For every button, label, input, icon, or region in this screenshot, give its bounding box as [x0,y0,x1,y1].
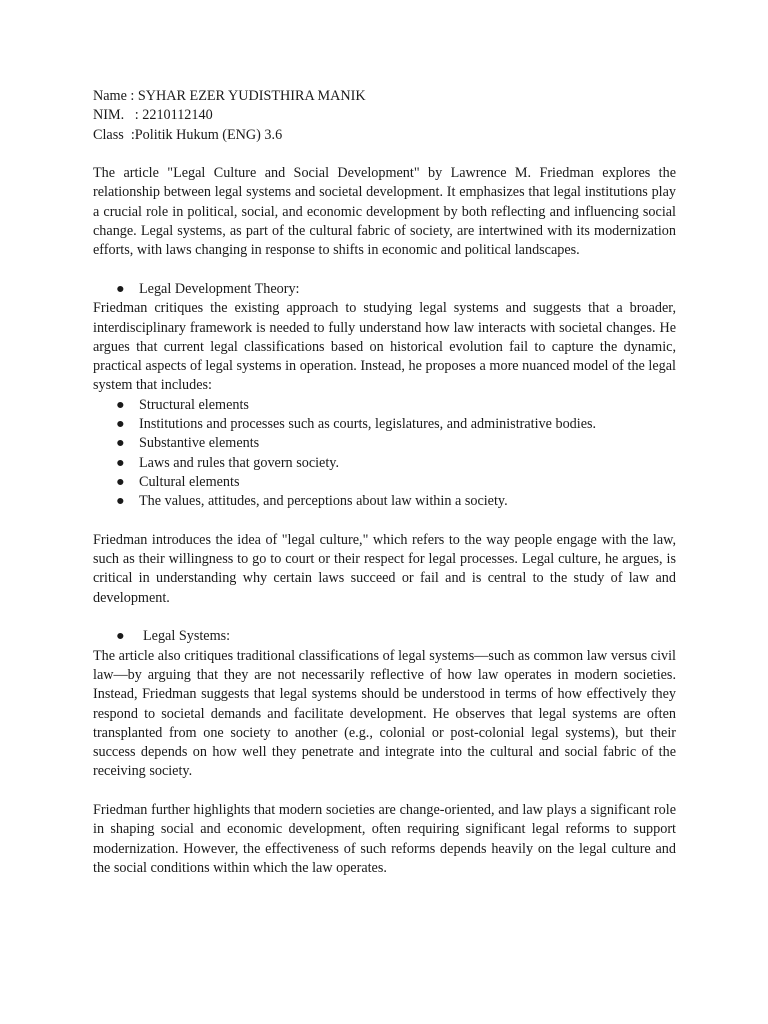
closing-paragraph: Friedman further highlights that modern societies are change-oriented, and law plays a significant role in shaping social and economic development, often requiring significant legal reforms to support modernization. However, the effectiveness of such reforms depends heavily on the legal culture and the social conditions within which the law operates. [93,801,676,876]
section-heading-legal-development-theory [93,280,676,299]
list-item [93,434,676,453]
bullet-icon: ● [116,493,125,510]
list-item [93,454,676,473]
name-line: Name : SYHAR EZER YUDISTHIRA MANIK [93,88,366,104]
spacer [93,512,676,531]
class-line: Class :Politik Hukum (ENG) 3.6 [93,126,283,143]
legal-development-paragraph: Friedman critiques the existing approach to studying legal systems and suggests that a broader, interdisciplinary framework is needed to fully understand how law interacts with societal changes. He argues that current legal classifications based on historical evolution fail to capture the dynamic, practical aspects of legal systems in operation. Instead, he proposes a more nuanced model of the legal system that includes: [93,300,676,394]
legal-systems-paragraph: The article also critiques traditional classifications of legal systems—such as common law versus civil law—by arguing that they are not necessarily reflective of how law operates in modern societies. Instead, Friedman suggests that legal systems should be understood in terms of how effectively they respond to societal demands and facilitate development. He observes that legal systems are often transplanted from one society to another (e.g., colonial or post-colonial legal systems), but their success depends on how well they penetrate and integrate into the cultural and social fabric of the receiving society. [93,647,676,780]
list-item-text: The values, attitudes, and perceptions about law within a society. [139,493,508,510]
bullet-icon: ● [116,435,125,452]
list-item-text: Substantive elements [139,435,260,452]
student-header [93,87,676,145]
bullet-icon: ● [116,628,125,645]
bullet-icon: ● [116,280,125,297]
section-heading-legal-systems [93,627,676,646]
section-heading-text: Legal Systems: [143,628,231,645]
section-heading-text: Legal Development Theory: [139,280,300,297]
list-item [93,396,676,415]
bullet-icon: ● [116,416,125,433]
nim-line: NIM. : 2210112140 [93,107,213,124]
spacer [93,261,676,280]
list-item [93,492,676,511]
intro-paragraph: The article "Legal Culture and Social Development" by Lawrence M. Friedman explores the relationship between legal systems and societal development. It emphasizes that legal institutions play a crucial role in political, social, and economic development by both reflecting and influencing social change. Legal systems, as part of the cultural fabric of society, are intertwined with its modernization efforts, with laws changing in response to shifts in economic and political landscapes. [93,165,676,259]
list-item-text: Institutions and processes such as courts, legislatures, and administrative bodies. [139,416,597,433]
spacer [93,608,676,627]
spacer [93,782,676,801]
bullet-icon: ● [116,473,125,490]
document-page [93,87,676,878]
list-item-text: Laws and rules that govern society. [139,454,340,471]
list-item-text: Cultural elements [139,473,240,490]
spacer [93,145,676,164]
list-item [93,473,676,492]
legal-culture-paragraph: Friedman introduces the idea of "legal culture," which refers to the way people engage with the law, such as their willingness to go to court or their respect for legal processes. Legal culture, he argues, is critical in understanding why certain laws succeed or fail and is central to the study of law and development. [93,531,676,606]
bullet-icon: ● [116,454,125,471]
legal-system-elements-list [93,396,676,512]
bullet-icon: ● [116,396,125,413]
list-item [93,415,676,434]
list-item-text: Structural elements [139,396,249,413]
